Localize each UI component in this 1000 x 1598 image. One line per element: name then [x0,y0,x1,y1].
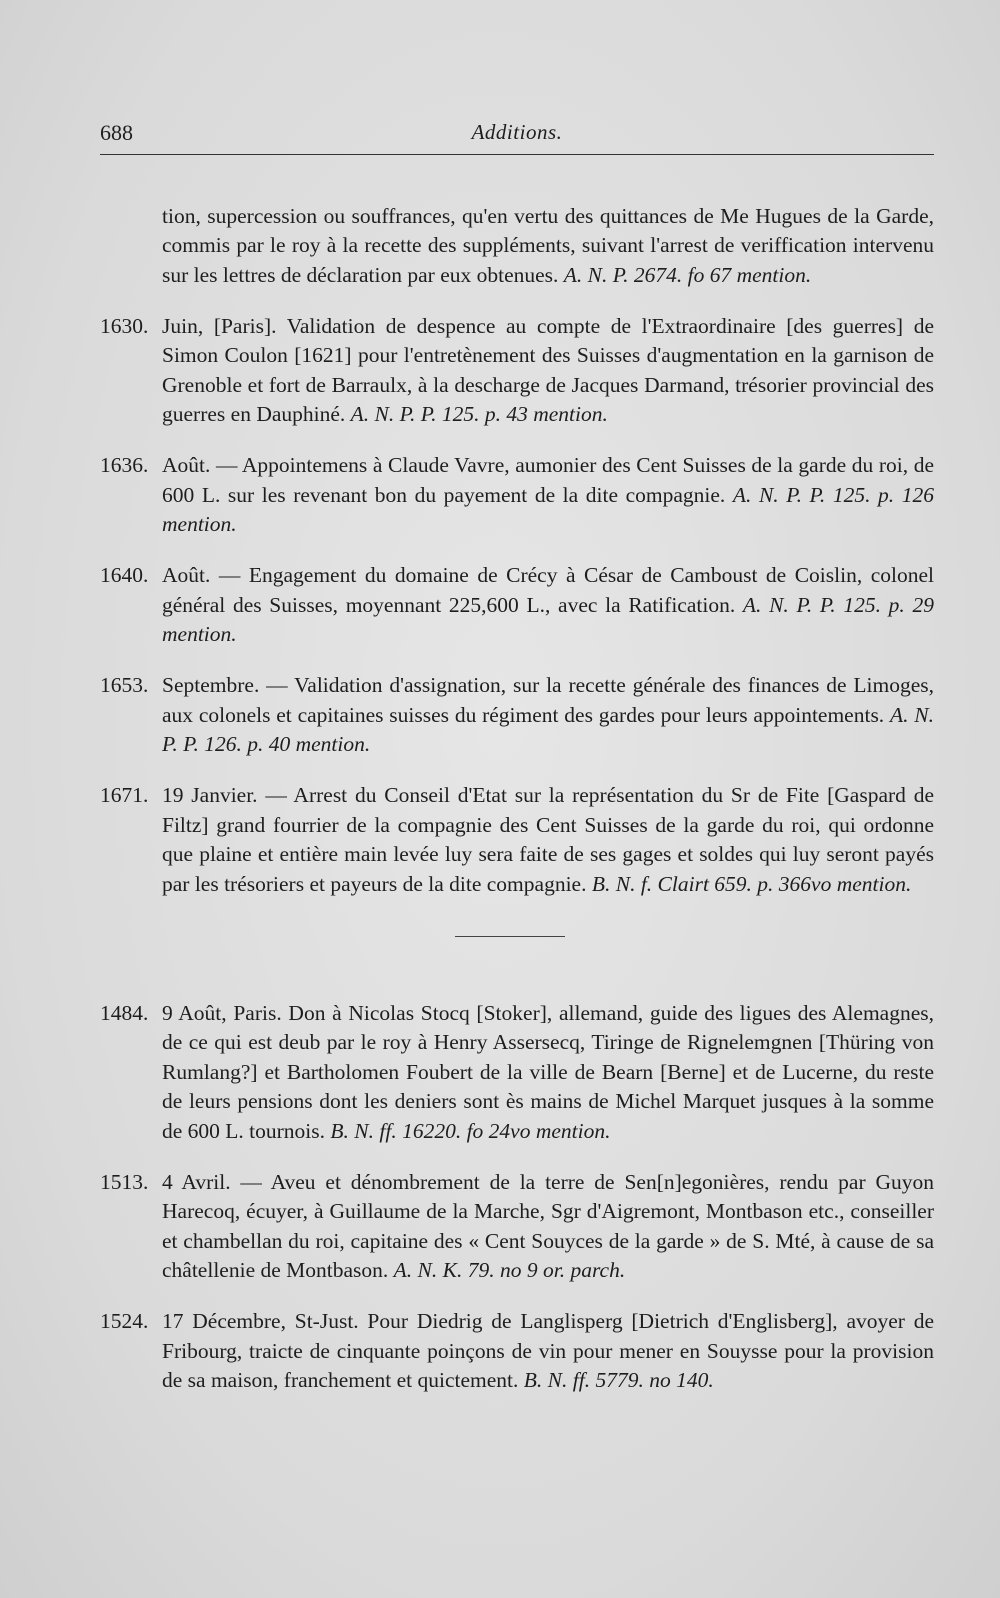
entry-source: B. N. f. Clairt 659. p. 366vo mention. [591,871,912,896]
entry-text: 17 Décembre, St-Just. Pour Diedrig de Langlisperg [Dietrich d'Englisberg], avoyer de Fribourg, traicte de cinquante poinçons de vin pour mener en Souysse pour la provision de sa maison, franchement et quictement. [162,1309,934,1392]
entry-year: 1484. [100,1000,149,1025]
additional-entries-list [100,977,934,1403]
entry-text: Août. — Engagement du domaine de Crécy à César de Camboust de Coislin, colonel général des Suisses, moyennant 225,600 L., avec la Ratification. [162,563,934,617]
entry-source: B. N. ff. 16220. fo 24vo mention. [330,1118,611,1143]
entry-text: tion, supercession ou souffrances, qu'en vertu des quittances de Me Hugues de la Garde, commis par le roy à la recette des suppléments, suivant l'arrest de veriffication intervenu sur les lettres de déclaration par eux obtenues. [162,203,934,287]
entry-text: Septembre. — Validation d'assignation, sur la recette générale des finances de Limoges, aux colonels et capitaines suisses du régiment des gardes pour leurs appointements. [162,673,934,727]
entry-year: 1653. [100,673,149,697]
entry-text: 9 Août, Paris. Don à Nicolas Stocq [Stoker], allemand, guide des ligues des Alemagnes, de ce qui est deub par le roy à Henry Assersecq, Tiringe de Rignelemgnen [Thüring von Rumlang?] et Bartholomen Foubert de la ville de Bearn [Berne] et de Lucerne, du reste de leurs pensions dont les deniers sont ès mains de Michel Marquet jusques à la somme de 600 L. tournois. [162,1000,934,1143]
entry-year: 1630. [100,313,149,338]
entry-source: A. N. P. P. 125. p. 29 mention. [162,592,934,646]
entry-source: A. N. P. P. 126. p. 40 mention. [162,702,934,756]
entry-text: 4 Avril. — Aveu et dénombrement de la terre de Sen[n]egonières, rendu par Guyon Harecoq, écuyer, à Guillaume de la Marche, Sgr d'Aigremont, Montbason etc., conseiller et chambellan du roi, capitaine des « Cent Souyces de la garde » de S. Mté, à cause de sa châtellenie de Montbason. [162,1169,934,1282]
entry [100,561,934,650]
entry-text: 19 Janvier. — Arrest du Conseil d'Etat sur la représentation du Sr de Fite [Gaspard de Filtz] grand fourrier de la compagnie des Cent Suisses de la garde du roi, qui ordonne que plaine et entière main levée luy sera faite de ses gages et soldes qui luy seront payés par les trésoriers et payeurs de la dite compagnie. [162,783,934,896]
entry [100,999,934,1147]
entry [100,1307,934,1396]
entry-year: 1524. [100,1309,149,1333]
entry [100,451,934,540]
page-header [100,120,934,154]
entry-text: Juin, [Paris]. Validation de despence au compte de l'Extraordinaire [des guerres] de Simon Coulon [1621] pour l'entretènement des Suisses d'augmentation en la garnison de Grenoble et fort de Barraulx, à la descharge de Jacques Darmand, trésorier provincial des guerres en Dauphiné. [162,313,934,426]
entry-source: B. N. ff. 5779. no 140. [523,1368,714,1392]
entries-list [100,180,934,906]
entry-year: 1640. [100,563,149,587]
entry-continuation [100,202,934,291]
entry-year: 1671. [100,783,149,807]
entry [100,671,934,760]
entry-source: A. N. P. P. 125. p. 126 mention. [162,482,934,536]
page-number: 688 [100,120,133,145]
entry-year: 1636. [100,453,149,477]
entry-year: 1513. [100,1169,149,1194]
entry [100,781,934,899]
running-title: Additions. [471,120,563,144]
entry [100,312,934,430]
header-rule [100,154,934,155]
section-separator [455,936,565,937]
entry-text: Août. — Appointemens à Claude Vavre, aumonier des Cent Suisses de la garde du roi, de 600 L. sur les revenant bon du payement de la dite compagnie. [162,453,934,507]
entry [100,1168,934,1286]
entry-source: A. N. K. 79. no 9 or. parch. [393,1258,626,1282]
entry-source: A. N. P. P. 125. p. 43 mention. [350,402,608,426]
entry-source: A. N. P. 2674. fo 67 mention. [563,262,812,287]
